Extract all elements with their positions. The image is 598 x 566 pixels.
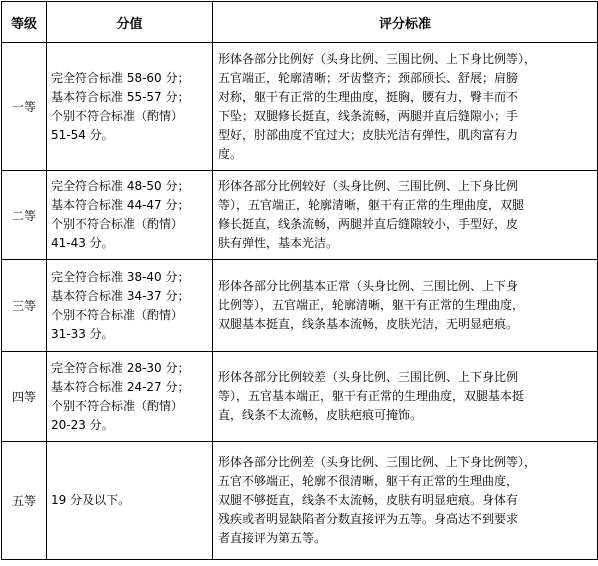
criteria-line: 度。 (218, 146, 243, 161)
score-line: 20-23 分。 (51, 417, 114, 432)
score-line: 基本符合标准 34-37 分； (51, 288, 190, 303)
criteria-cell (213, 442, 598, 560)
grading-standards-table (1, 1, 598, 560)
score-line: 完全符合标准 58-60 分； (51, 70, 190, 85)
header-criteria: 评分标准 (213, 2, 598, 43)
score-line: 完全符合标准 28-30 分； (51, 360, 190, 375)
criteria-line: 等），五官端正，轮廓清晰，躯干有正常的生理曲度，双腿 (218, 198, 525, 212)
criteria-line: 双腿不够挺直，线条不太流畅，皮肤有明显疤痕。身体有 (218, 493, 519, 507)
score-line: 个别不符合标准（酌情） (51, 108, 184, 123)
criteria-line: 修长挺直，线条流畅，两腿并直后缝隙较小，手型好，皮 (218, 217, 519, 231)
score-line: 个别不符合标准（酌情） (51, 307, 184, 322)
grade-cell: 二等 (2, 171, 47, 260)
score-line: 个别不符合标准（酌情） (51, 398, 184, 413)
table-row (2, 43, 598, 171)
criteria-line: 下坠；双腿修长挺直，线条流畅，两腿并直后缝隙小；手 (218, 108, 519, 123)
criteria-line: 肤有弹性，基本光洁。 (218, 236, 339, 250)
criteria-line: 直，线条不太流畅，皮肤疤痕可掩饰。 (218, 408, 423, 422)
criteria-line: 等），五官基本端正，躯干有正常的生理曲度，双腿基本挺 (218, 389, 525, 403)
score-line: 完全符合标准 38-40 分； (51, 269, 190, 284)
score-line: 个别不符合标准（酌情） (51, 217, 184, 231)
score-cell (47, 171, 213, 260)
grade-cell: 三等 (2, 260, 47, 352)
score-line: 基本符合标准 55-57 分； (51, 89, 190, 104)
criteria-line: 型好，肘部曲度不宜过大；皮肤光洁有弹性，肌肉富有力 (218, 127, 519, 142)
criteria-line: 者直接评为第五等。 (218, 531, 327, 545)
score-line: 基本符合标准 24-27 分； (51, 379, 190, 394)
criteria-line: 对称，躯干有正常的生理曲度，挺胸，腰有力，臀丰而不 (218, 89, 519, 104)
grade-cell: 五等 (2, 442, 47, 560)
header-score: 分值 (47, 2, 213, 43)
table-header-row (2, 2, 598, 43)
score-line: 完全符合标准 48-50 分； (51, 179, 190, 193)
criteria-line: 五官端正，轮廓清晰；牙齿整齐；颈部颀长、舒展；肩膀 (218, 70, 519, 85)
criteria-cell (213, 260, 598, 352)
criteria-cell (213, 43, 598, 171)
table-row (2, 352, 598, 442)
criteria-line: 形体各部分比例较好（头身比例、三围比例、上下身比例 (218, 179, 519, 193)
score-cell (47, 352, 213, 442)
criteria-line: 形体各部分比例较差（头身比例、三围比例、上下身比例 (218, 370, 519, 384)
grade-cell: 一等 (2, 43, 47, 171)
header-grade: 等级 (2, 2, 47, 43)
score-line: 19 分及以下。 (51, 493, 131, 507)
score-line: 41-43 分。 (51, 236, 114, 250)
criteria-line: 双腿基本挺直，线条基本流畅，皮肤光洁，无明显疤痕。 (218, 317, 519, 331)
score-line: 基本符合标准 44-47 分； (51, 198, 190, 212)
score-cell (47, 43, 213, 171)
criteria-cell (213, 171, 598, 260)
score-line: 51-54 分。 (51, 127, 114, 142)
criteria-line: 残疾或者明显缺陷者分数直接评为五等。身高达不到要求 (218, 512, 519, 526)
score-cell (47, 260, 213, 352)
table-row (2, 171, 598, 260)
criteria-line: 五官不够端正，轮廓不很清晰，躯干有正常的生理曲度， (218, 474, 519, 488)
criteria-line: 形体各部分比例基本正常（头身比例、三围比例、上下身 (218, 279, 519, 293)
criteria-cell (213, 352, 598, 442)
criteria-line: 形体各部分比例差（头身比例、三围比例、上下身比例等）， (218, 455, 537, 469)
score-line: 31-33 分。 (51, 326, 114, 341)
table-row (2, 260, 598, 352)
table-row (2, 442, 598, 560)
grade-cell: 四等 (2, 352, 47, 442)
criteria-line: 比例等），五官端正，轮廓清晰，躯干有正常的生理曲度， (218, 298, 525, 312)
score-cell (47, 442, 213, 560)
criteria-line: 形体各部分比例好（头身比例、三围比例、上下身比例等）， (218, 51, 537, 66)
